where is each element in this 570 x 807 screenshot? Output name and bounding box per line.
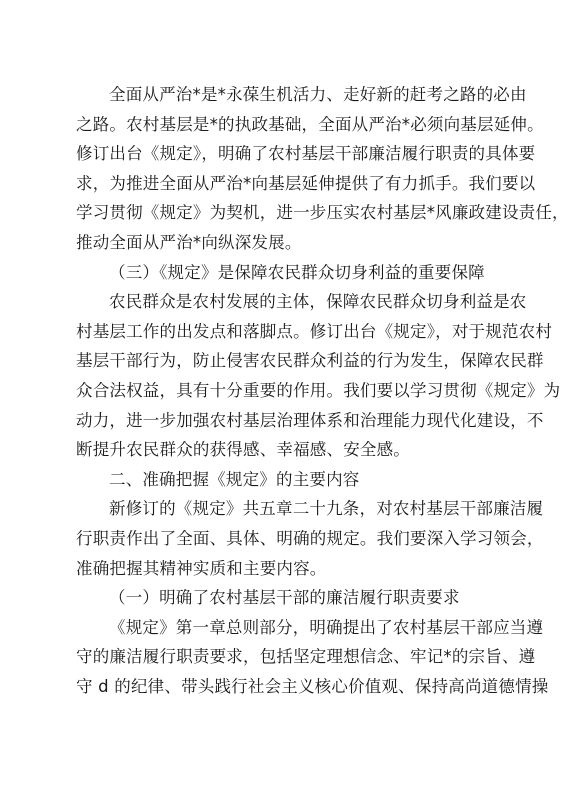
text-line: 众合法权益，具有十分重要的作用。我们要以学习贯彻《规定》为: [76, 380, 561, 400]
text-line: 动力，进一步加强农村基层治理体系和治理能力现代化建设，不: [76, 410, 544, 430]
text-line: 学习贯彻《规定》为契机，进一步压实农村基层*风廉政建设责任，: [76, 203, 569, 223]
text-line: 守 d 的纪律、带头践行社会主义核心价值观、保持高尚道德情操: [76, 676, 549, 696]
text-line: 断提升农民群众的获得感、幸福感、安全感。: [76, 440, 410, 460]
text-line: 求，为推进全面从严治*向基层延伸提供了有力抓手。我们要以: [76, 173, 536, 193]
text-line: 《规定》第一章总则部分，明确提出了农村基层干部应当遵: [109, 617, 544, 637]
text-line: 新修订的《规定》共五章二十九条，对农村基层干部廉洁履: [109, 499, 544, 519]
text-line: 行职责作出了全面、具体、明确的规定。我们要深入学习领会，: [76, 528, 544, 548]
section-heading-1: [76, 583, 494, 613]
text-line: 农民群众是农村发展的主体，保障农民群众切身利益是农: [109, 292, 527, 312]
text-line: 守的廉洁履行职责要求，包括坚定理想信念、牢记*的宗旨、遵: [76, 647, 536, 667]
heading-text: （三）《规定》是保障农民群众切身利益的重要保障: [109, 262, 485, 282]
paragraph-main-content: [76, 494, 544, 583]
paragraph-general-provisions: [76, 613, 549, 702]
text-line: 村基层工作的出发点和落脚点。修订出台《规定》，对于规范农村: [76, 321, 553, 341]
text-line: 推动全面从严治*向纵深发展。: [76, 232, 302, 252]
section-heading-3: [76, 258, 494, 288]
heading-text: 二、准确把握《规定》的主要内容: [109, 469, 360, 489]
section-heading-two: [76, 465, 494, 495]
text-line: 修订出台《规定》，明确了农村基层干部廉洁履行职责的具体要: [76, 144, 536, 164]
text-line: 准确把握其精神实质和主要内容。: [76, 558, 327, 578]
paragraph-strict-governance: [76, 80, 569, 258]
paragraph-farmer-interests: [76, 287, 561, 465]
text-line: 全面从严治*是*永葆生机活力、走好新的赶考之路的必由: [109, 85, 527, 104]
heading-text: （一）明确了农村基层干部的廉洁履行职责要求: [109, 588, 460, 608]
text-line: 之路。农村基层是*的执政基础，全面从严治*必须向基层延伸。: [76, 114, 544, 134]
text-line: 基层干部行为，防止侵害农民群众利益的行为发生，保障农民群: [76, 351, 544, 371]
document-body: [76, 80, 569, 701]
